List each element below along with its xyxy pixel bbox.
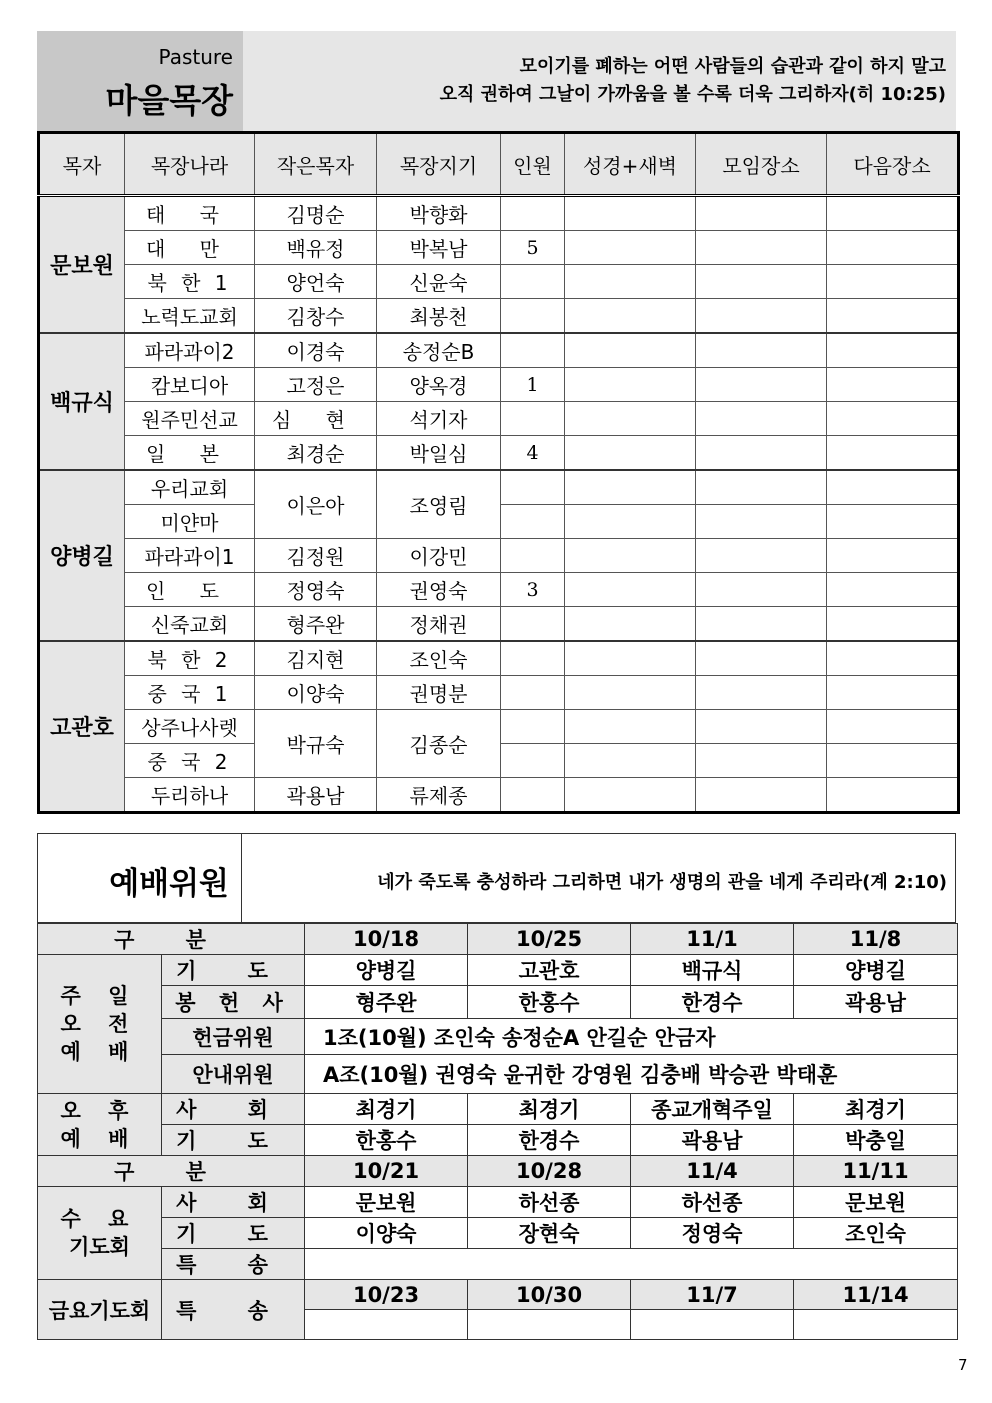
small-pastor: 정영숙	[255, 573, 377, 607]
name-cell: 정영숙	[631, 1218, 794, 1249]
country-name: 두리하나	[125, 778, 255, 813]
empty-cell	[696, 470, 827, 505]
small-pastor: 이양숙	[255, 676, 377, 710]
empty-cell	[696, 402, 827, 436]
country-name: 북 한 1	[125, 265, 255, 299]
name-cell: 박충일	[794, 1125, 958, 1156]
date-cell: 10/25	[468, 924, 631, 955]
section-line: 오 전	[60, 1012, 139, 1036]
table-row	[39, 436, 959, 471]
small-pastor: 형주완	[255, 607, 377, 642]
country-name: 중 국 1	[125, 676, 255, 710]
role-label: 사 회	[162, 1094, 305, 1125]
col-header: 목자	[39, 133, 125, 196]
verse-line-1: 모이기를 폐하는 어떤 사람들의 습관과 같이 하지 말고	[519, 56, 946, 77]
date-cell: 11/8	[794, 924, 958, 955]
empty-cell	[827, 607, 959, 642]
name-cell: 곽용남	[794, 986, 958, 1019]
empty-cell	[565, 505, 696, 539]
table-row	[39, 607, 959, 642]
date-row-sunday	[38, 924, 958, 955]
name-cell: 최경기	[305, 1094, 468, 1125]
table-row	[39, 196, 959, 231]
empty-cell	[305, 1310, 468, 1340]
table-header-row	[39, 133, 959, 196]
count-cell	[501, 641, 565, 676]
empty-cell	[827, 744, 959, 778]
table-row	[38, 1094, 958, 1125]
name-cell: 곽용남	[631, 1125, 794, 1156]
section-wednesday	[38, 1187, 162, 1280]
country-name: 일 본	[125, 436, 255, 471]
empty-cell	[696, 333, 827, 368]
empty-cell	[827, 710, 959, 744]
country-name: 캄보디아	[125, 368, 255, 402]
name-cell: 문보원	[794, 1187, 958, 1218]
table-row	[39, 402, 959, 436]
date-cell: 10/21	[305, 1156, 468, 1187]
empty-cell	[696, 607, 827, 642]
country-name: 태 국	[125, 196, 255, 231]
worship-title: 예배위원	[109, 866, 229, 902]
small-pastor: 최경순	[255, 436, 377, 471]
table-row	[39, 333, 959, 368]
col-header: 목장지기	[377, 133, 501, 196]
name-cell: 고관호	[468, 955, 631, 986]
small-pastor: 박규숙	[255, 710, 377, 778]
category-label: 구 분	[38, 924, 305, 955]
page-title: 마을목장	[105, 81, 233, 120]
table-row	[38, 986, 958, 1019]
count-cell	[501, 196, 565, 231]
role-label: 사 회	[162, 1187, 305, 1218]
keeper: 석기자	[377, 402, 501, 436]
col-header: 모임장소	[696, 133, 827, 196]
empty-cell	[827, 402, 959, 436]
role-label: 기 도	[162, 955, 305, 986]
country-name: 노력도교회	[125, 299, 255, 334]
table-row	[38, 1249, 958, 1280]
keeper: 권명분	[377, 676, 501, 710]
empty-cell	[696, 299, 827, 334]
table-row	[38, 1187, 958, 1218]
count-cell	[501, 470, 565, 505]
count-cell	[501, 607, 565, 642]
table-row	[38, 1218, 958, 1249]
pasture-title-box	[37, 31, 243, 131]
worship-verse: 네가 죽도록 충성하라 그리하면 내가 생명의 관을 네게 주리라(계 2:10)	[377, 872, 947, 893]
empty-cell	[565, 299, 696, 334]
count-cell	[501, 333, 565, 368]
date-cell: 11/7	[631, 1280, 794, 1310]
section-line: 예 배	[60, 1126, 139, 1151]
empty-cell	[565, 778, 696, 813]
country-name: 신죽교회	[125, 607, 255, 642]
name-cell: 장현숙	[468, 1218, 631, 1249]
table-row	[38, 1055, 958, 1094]
empty-cell	[565, 265, 696, 299]
empty-cell	[565, 368, 696, 402]
date-cell: 11/11	[794, 1156, 958, 1187]
role-label: 안내위원	[162, 1055, 305, 1094]
table-row	[39, 778, 959, 813]
empty-cell	[468, 1310, 631, 1340]
empty-cell	[565, 231, 696, 265]
small-pastor: 고정은	[255, 368, 377, 402]
name-cell: 한홍수	[305, 1125, 468, 1156]
small-pastor: 심 현	[255, 402, 377, 436]
empty-cell	[565, 607, 696, 642]
empty-cell	[696, 368, 827, 402]
empty-cell	[696, 641, 827, 676]
keeper: 박복남	[377, 231, 501, 265]
empty-cell	[827, 265, 959, 299]
small-pastor: 김정원	[255, 539, 377, 573]
empty-cell	[631, 1310, 794, 1340]
empty-cell	[827, 778, 959, 813]
country-name: 대 만	[125, 231, 255, 265]
empty-cell	[565, 436, 696, 471]
empty-cell	[827, 368, 959, 402]
small-pastor: 김창수	[255, 299, 377, 334]
empty-cell	[565, 676, 696, 710]
role-label: 기 도	[162, 1125, 305, 1156]
count-cell	[501, 539, 565, 573]
table-row	[39, 299, 959, 334]
keeper: 류제종	[377, 778, 501, 813]
small-pastor: 이은아	[255, 470, 377, 539]
empty-cell	[827, 231, 959, 265]
role-label: 헌금위원	[162, 1019, 305, 1055]
pasture-label: Pasture	[158, 45, 233, 69]
page-number: 7	[958, 1356, 968, 1374]
section-line: 오 후	[60, 1098, 139, 1123]
date-cell: 11/1	[631, 924, 794, 955]
small-pastor: 김지현	[255, 641, 377, 676]
country-name: 원주민선교	[125, 402, 255, 436]
name-cell: 하선종	[468, 1187, 631, 1218]
worship-table	[37, 923, 958, 1340]
empty-cell	[565, 470, 696, 505]
count-cell	[501, 778, 565, 813]
keeper: 김종순	[377, 710, 501, 778]
count-cell	[501, 402, 565, 436]
keeper: 조인숙	[377, 641, 501, 676]
verse-line-2: 오직 권하여 그날이 가까움을 볼 수록 더욱 그리하자(히 10:25)	[439, 84, 946, 105]
col-header: 목장나라	[125, 133, 255, 196]
small-pastor: 이경숙	[255, 333, 377, 368]
keeper: 양옥경	[377, 368, 501, 402]
name-cell: 이양숙	[305, 1218, 468, 1249]
empty-cell	[565, 573, 696, 607]
pasture-table	[37, 131, 960, 814]
count-cell: 3	[501, 573, 565, 607]
country-name: 파라과이2	[125, 333, 255, 368]
table-row	[38, 955, 958, 986]
empty-cell	[827, 539, 959, 573]
role-label: 특 송	[162, 1249, 305, 1280]
small-pastor: 김명순	[255, 196, 377, 231]
table-row	[39, 539, 959, 573]
empty-cell	[827, 436, 959, 471]
keeper: 이강민	[377, 539, 501, 573]
count-cell: 5	[501, 231, 565, 265]
count-cell	[501, 265, 565, 299]
small-pastor: 곽용남	[255, 778, 377, 813]
section-line: 기도회	[69, 1235, 130, 1259]
name-cell: 한홍수	[468, 986, 631, 1019]
empty-cell	[565, 710, 696, 744]
empty-cell	[827, 196, 959, 231]
name-cell: 문보원	[305, 1187, 468, 1218]
country-name: 인 도	[125, 573, 255, 607]
section-line: 예 배	[60, 1040, 139, 1064]
table-row	[38, 1280, 958, 1310]
table-row	[38, 1125, 958, 1156]
pastor-name: 고관호	[39, 641, 125, 813]
country-name: 중 국 2	[125, 744, 255, 778]
table-row	[39, 368, 959, 402]
col-header: 작은목자	[255, 133, 377, 196]
small-pastor: 백유정	[255, 231, 377, 265]
name-cell: 형주완	[305, 986, 468, 1019]
section-line: 주 일	[60, 984, 139, 1008]
empty-cell	[827, 299, 959, 334]
empty-cell	[696, 265, 827, 299]
count-cell	[501, 676, 565, 710]
empty-cell	[696, 573, 827, 607]
empty-cell	[565, 641, 696, 676]
empty-cell	[696, 778, 827, 813]
pastor-name: 양병길	[39, 470, 125, 641]
empty-cell	[696, 196, 827, 231]
keeper: 박일심	[377, 436, 501, 471]
empty-cell	[565, 402, 696, 436]
section-friday: 금요기도회	[38, 1280, 162, 1340]
small-pastor: 양언숙	[255, 265, 377, 299]
section-sunday-am	[38, 955, 162, 1094]
empty-cell	[696, 505, 827, 539]
empty-cell	[696, 744, 827, 778]
empty-cell	[305, 1249, 958, 1280]
date-row-wednesday	[38, 1156, 958, 1187]
money-committee: 1조(10월) 조인숙 송정순A 안길순 안금자	[305, 1019, 958, 1055]
name-cell: 양병길	[305, 955, 468, 986]
country-name: 파라과이1	[125, 539, 255, 573]
country-name: 상주나사렛	[125, 710, 255, 744]
keeper: 권영숙	[377, 573, 501, 607]
name-cell: 하선종	[631, 1187, 794, 1218]
empty-cell	[827, 676, 959, 710]
empty-cell	[696, 231, 827, 265]
name-cell: 최경기	[794, 1094, 958, 1125]
col-header: 성경+새벽	[565, 133, 696, 196]
role-label: 기 도	[162, 1218, 305, 1249]
col-header: 인원	[501, 133, 565, 196]
category-label: 구 분	[38, 1156, 305, 1187]
name-cell: 한경수	[631, 986, 794, 1019]
country-name: 북 한 2	[125, 641, 255, 676]
country-name: 우리교회	[125, 470, 255, 505]
empty-cell	[827, 333, 959, 368]
keeper: 최봉천	[377, 299, 501, 334]
worship-title-box	[38, 834, 242, 922]
empty-cell	[827, 505, 959, 539]
country-name: 미얀마	[125, 505, 255, 539]
empty-cell	[565, 333, 696, 368]
usher-committee: A조(10월) 권영숙 윤귀한 강영원 김충배 박승관 박태훈	[305, 1055, 958, 1094]
empty-cell	[565, 196, 696, 231]
role-label: 특 송	[162, 1280, 305, 1340]
table-row	[39, 641, 959, 676]
empty-cell	[696, 436, 827, 471]
empty-cell	[565, 744, 696, 778]
name-cell: 종교개혁주일	[631, 1094, 794, 1125]
keeper: 박향화	[377, 196, 501, 231]
table-row	[39, 265, 959, 299]
pastor-name: 백규식	[39, 333, 125, 470]
table-row	[39, 231, 959, 265]
header-verse	[440, 53, 946, 109]
empty-cell	[565, 539, 696, 573]
section-sunday-pm	[38, 1094, 162, 1156]
table-row	[39, 710, 959, 744]
worship-header	[37, 833, 956, 923]
keeper: 송정순B	[377, 333, 501, 368]
name-cell: 조인숙	[794, 1218, 958, 1249]
count-cell: 1	[501, 368, 565, 402]
empty-cell	[827, 470, 959, 505]
empty-cell	[827, 641, 959, 676]
date-cell: 11/14	[794, 1280, 958, 1310]
empty-cell	[696, 710, 827, 744]
pasture-header	[37, 31, 956, 131]
date-cell: 11/4	[631, 1156, 794, 1187]
name-cell: 한경수	[468, 1125, 631, 1156]
pastor-name: 문보원	[39, 196, 125, 334]
table-row	[38, 1019, 958, 1055]
table-row	[39, 470, 959, 505]
empty-cell	[827, 573, 959, 607]
name-cell: 최경기	[468, 1094, 631, 1125]
role-label: 봉 헌 사	[162, 986, 305, 1019]
empty-cell	[696, 539, 827, 573]
date-cell: 10/30	[468, 1280, 631, 1310]
count-cell	[501, 710, 565, 744]
date-cell: 10/28	[468, 1156, 631, 1187]
section-line: 수 요	[60, 1207, 139, 1231]
count-cell	[501, 744, 565, 778]
date-cell: 10/23	[305, 1280, 468, 1310]
keeper: 조영림	[377, 470, 501, 539]
name-cell: 양병길	[794, 955, 958, 986]
count-cell: 4	[501, 436, 565, 471]
table-row	[39, 676, 959, 710]
count-cell	[501, 299, 565, 334]
count-cell	[501, 505, 565, 539]
empty-cell	[696, 676, 827, 710]
name-cell: 백규식	[631, 955, 794, 986]
keeper: 신윤숙	[377, 265, 501, 299]
date-cell: 10/18	[305, 924, 468, 955]
table-row	[39, 573, 959, 607]
keeper: 정채권	[377, 607, 501, 642]
empty-cell	[794, 1310, 958, 1340]
col-header: 다음장소	[827, 133, 959, 196]
